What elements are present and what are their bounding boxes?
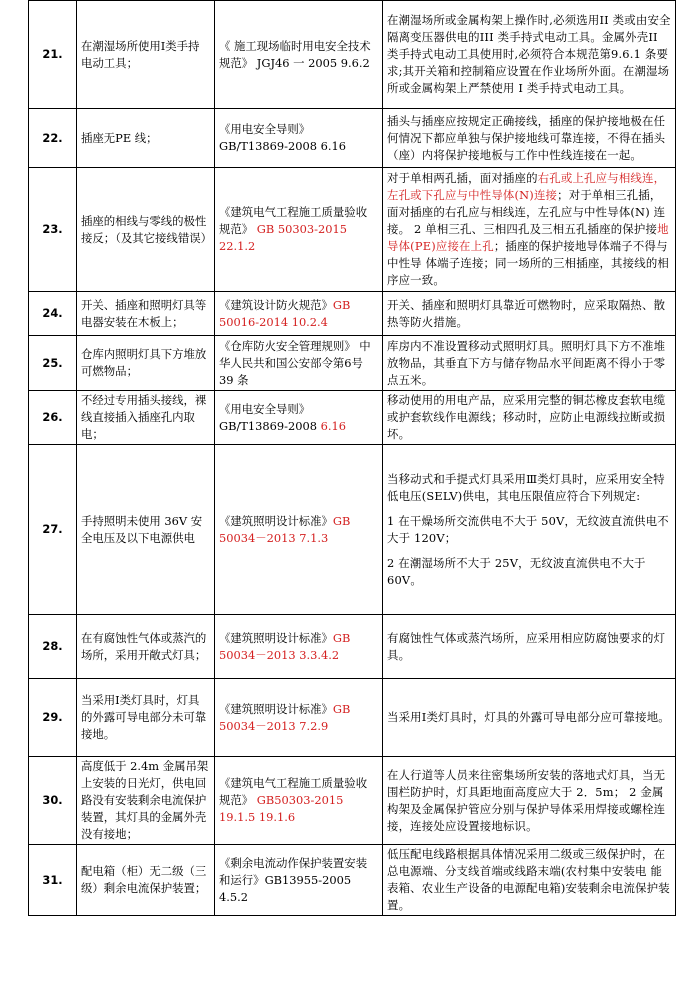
standard-reference — [215, 1, 383, 109]
table-row — [29, 109, 676, 168]
requirement-text — [383, 615, 676, 679]
highlighted-text: 6.16 — [320, 418, 346, 433]
requirement-text — [383, 757, 676, 845]
text-segment: 低压配电线路根据具体情况采用二级或三级保护时，在总电源端、分支线首端或线路末端(农村集中安装电 能表箱、农业生产设备的电源配电箱)安装剩余电流保护装置。 — [387, 847, 670, 912]
text-segment: 在潮湿场所或金属构架上操作时,必须选用II 类或由安全隔离变压器供电的III 类手持式电动工具。金属外壳II 类手持式电动工具使用时,必须符合本规范第9.6.1 条要求;其开关箱和控制箱应设置在作业场所外面。在潮湿场所或金属构架上严禁使用 I 类手持式电动工具。 — [387, 13, 671, 95]
row-number: 27. — [29, 445, 77, 615]
hazard-description: 插座的相线与零线的极性接反；（及其它接线错误） — [77, 168, 215, 292]
standard-reference — [215, 168, 383, 292]
table-row — [29, 391, 676, 445]
table-row — [29, 168, 676, 292]
requirement-text — [383, 391, 676, 445]
text-segment: 当采用Ⅰ类灯具时，灯具的外露可导电部分应可靠接地。 — [387, 710, 670, 724]
text-segment: 《建筑照明设计标准》 — [219, 701, 333, 716]
requirement-paragraph: 2 在潮湿场所不大于 25V，无纹波直流供电不大于60V。 — [387, 555, 646, 587]
text-segment: 库房内不准设置移动式照明灯具。照明灯具下方不准堆放物品，其垂直下方与储存物品水平间距离不得小于零点五米。 — [387, 338, 666, 387]
requirement-text — [383, 845, 676, 916]
highlighted-text: GB 50016-2014 10.2.4 — [219, 297, 351, 329]
requirement-text — [383, 168, 676, 292]
row-number: 28. — [29, 615, 77, 679]
text-segment: 《用电安全导则》 GB/T13869-2008 6.16 — [219, 122, 346, 153]
text-segment: 《建筑电气工程施工质量验收规范》 — [219, 205, 368, 236]
requirement-text — [383, 1, 676, 109]
text-segment: 《建筑照明设计标准》 — [219, 513, 333, 528]
text-segment: ；插座的保护接地导体端子不得与中性导 体端子连接；同一场所的三相插座，其接线的相序应一致。 — [387, 239, 669, 287]
standard-reference — [215, 679, 383, 757]
text-segment: 《建筑电气工程施工质量验收规范》 — [219, 776, 368, 807]
requirement-paragraph: 当移动式和手提式灯具采用Ⅲ类灯具时，应采用安全特低电压(SELV)供电，其电压限值应符合下列规定: — [387, 471, 665, 503]
requirement-text — [383, 292, 676, 336]
hazard-description: 在潮湿场所使用Ⅰ类手持电动工具； — [77, 1, 215, 109]
text-segment: 在人行道等人员来往密集场所安装的落地式灯具，当无围栏防护时，灯具距地面高度应大于 2．5m； 2 金属构架及金属保护管应分别与保护导体采用焊接或螺栓连接，连接处应设置接地标识。 — [387, 767, 666, 833]
hazard-description: 仓库内照明灯具下方堆放可燃物品； — [77, 336, 215, 391]
hazard-description: 在有腐蚀性气体或蒸汽的场所，采用开敞式灯具； — [77, 615, 215, 679]
table-row — [29, 292, 676, 336]
text-segment: 移动使用的用电产品，应采用完整的铜芯橡皮套软电缆或护套软线作电源线；移动时，应防止电源线拉断或损坏。 — [387, 393, 666, 441]
text-segment: 开关、插座和照明灯具靠近可燃物时，应采取隔热、散热等防火措施。 — [387, 297, 666, 329]
row-number: 29. — [29, 679, 77, 757]
hazard-description: 当采用Ⅰ类灯具时，灯具的外露可导电部分未可靠接地。 — [77, 679, 215, 757]
table-row — [29, 615, 676, 679]
text-segment: 《用电安全导则》 GB/T13869-2008 — [219, 401, 321, 433]
table-row — [29, 679, 676, 757]
requirement-text — [383, 445, 676, 615]
table-row — [29, 445, 676, 615]
text-segment: 有腐蚀性气体或蒸汽场所，应采用相应防腐蚀要求的灯具。 — [387, 630, 666, 662]
row-number: 25. — [29, 336, 77, 391]
row-number: 26. — [29, 391, 77, 445]
highlighted-text: GB 50034－2013 3.3.4.2 — [219, 630, 351, 662]
hazard-description: 配电箱（柜）无二级（三级）剩余电流保护装置； — [77, 845, 215, 916]
table-row — [29, 336, 676, 391]
hazard-description: 手持照明未使用 36V 安全电压及以下电源供电 — [77, 445, 215, 615]
paragraph-gap — [387, 505, 671, 513]
hazard-description: 高度低于 2.4m 金属吊架上安装的日光灯，供电回路没有安装剩余电流保护装置，其灯具的金属外壳没有接地； — [77, 757, 215, 845]
text-segment: 插头与插座应按规定正确接线，插座的保护接地极在任何情况下都应单独与保护接地线可靠连接，不得在插头（座）内将保护接地板与工作中性线连接在一起。 — [387, 113, 666, 162]
text-segment: ；对于单相三孔插， 面对插座的右孔应与相线连，左孔应与中性导体(N) 连接。 2 单相三孔、三相四孔及三相五孔插座的保护接 — [387, 188, 668, 236]
inspection-table — [28, 0, 676, 916]
row-number: 22. — [29, 109, 77, 168]
standard-reference — [215, 292, 383, 336]
standard-reference — [215, 109, 383, 168]
text-segment: 《建筑设计防火规范》 — [219, 297, 333, 312]
hazard-description: 不经过专用插头接线，裸线直接插入插座孔内取电； — [77, 391, 215, 445]
requirement-text — [383, 679, 676, 757]
requirement-text — [383, 336, 676, 391]
row-number: 21. — [29, 1, 77, 109]
standard-reference — [215, 615, 383, 679]
highlighted-text: GB 50034－2013 7.2.9 — [219, 701, 351, 733]
requirement-text — [383, 109, 676, 168]
highlighted-text: 地导体(PE)应接在上孔 — [387, 222, 669, 253]
table-row — [29, 845, 676, 916]
table-row — [29, 757, 676, 845]
highlighted-text: 右孔或上孔应与相线连，左孔或下孔应与中性导体(N)连接 — [387, 171, 666, 202]
standard-reference — [215, 391, 383, 445]
standard-reference — [215, 757, 383, 845]
requirement-paragraph: 1 在干燥场所交流供电不大于 50V，无纹波直流供电不大于 120V； — [387, 513, 669, 545]
text-segment: 《建筑照明设计标准》 — [219, 630, 333, 645]
hazard-description: 插座无PE 线； — [77, 109, 215, 168]
table-body — [29, 1, 676, 916]
text-segment: 《仓库防火安全管理规则》 中华人民共和国公安部令第6号 39 条 — [219, 338, 371, 387]
row-number: 31. — [29, 845, 77, 916]
row-number: 23. — [29, 168, 77, 292]
highlighted-text: GB50303-2015 19.1.5 19.1.6 — [219, 793, 344, 824]
paragraph-gap — [387, 547, 671, 555]
standard-reference — [215, 845, 383, 916]
text-segment: 《 施工现场临时用电安全技术规范》 JGJ46 一 2005 9.6.2 — [219, 38, 371, 70]
standard-reference — [215, 445, 383, 615]
highlighted-text: GB 50034－2013 7.1.3 — [219, 513, 351, 545]
text-segment: 《剩余电流动作保护装置安装和运行》GB13955-2005 4.5.2 — [219, 855, 368, 904]
row-number: 30. — [29, 757, 77, 845]
standard-reference — [215, 336, 383, 391]
highlighted-text: GB 50303-2015 22.1.2 — [219, 222, 347, 253]
table-row — [29, 1, 676, 109]
row-number: 24. — [29, 292, 77, 336]
hazard-description: 开关、插座和照明灯具等电器安装在木板上； — [77, 292, 215, 336]
text-segment: 对于单相两孔插，面对插座的 — [387, 171, 538, 185]
